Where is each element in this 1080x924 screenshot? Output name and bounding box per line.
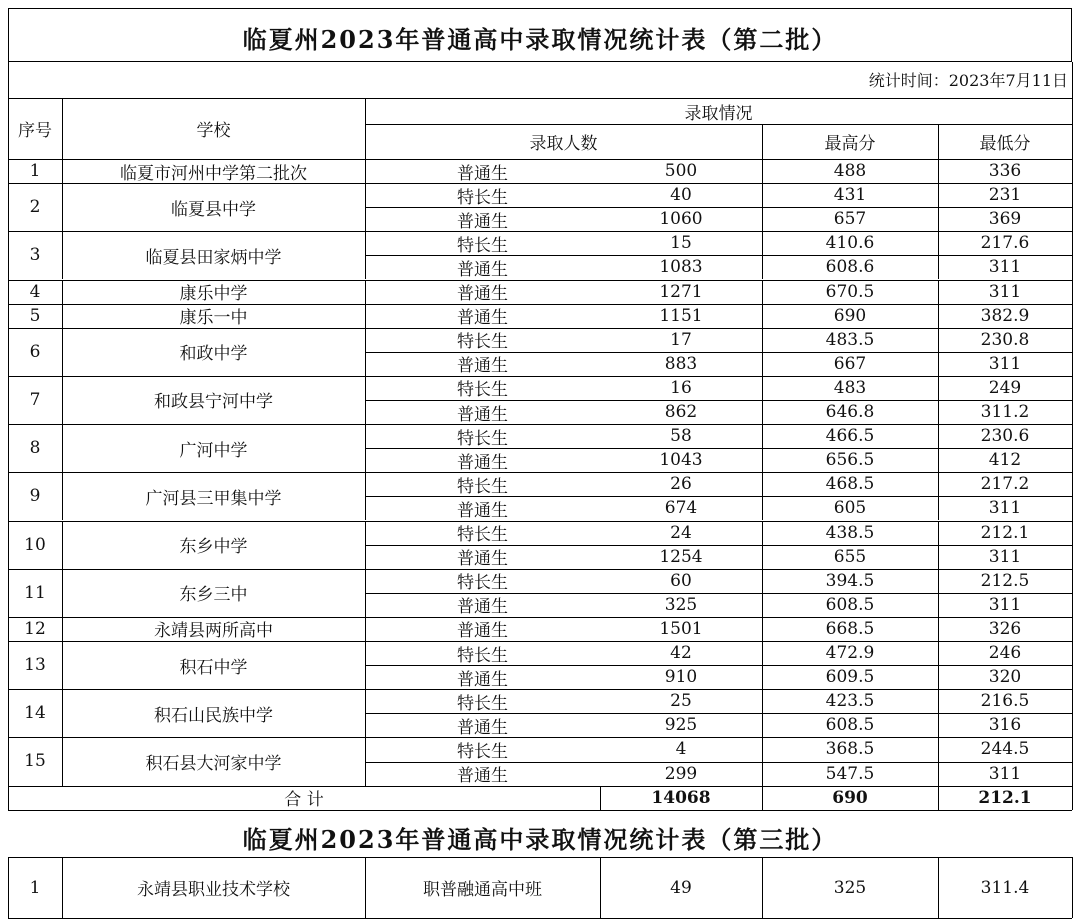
row-student-type: 普通生: [457, 308, 508, 329]
table-rule: [762, 617, 763, 641]
row-min-score: 311: [988, 763, 1022, 784]
row-student-type: 特长生: [457, 741, 508, 762]
row-min-score: 212.1: [980, 522, 1030, 543]
row-min-score: 311.2: [980, 402, 1030, 423]
table-rule: [365, 569, 366, 617]
table-rule: [938, 641, 939, 689]
row-count: 1083: [659, 257, 703, 278]
table-rule: [938, 124, 939, 159]
row-count: 40: [670, 185, 692, 206]
row-min-score: 216.5: [980, 691, 1030, 712]
row-min-score: 217.2: [980, 474, 1030, 495]
table-rule: [365, 424, 366, 472]
header-admission: 录取情况: [684, 103, 753, 124]
row-seq: 9: [29, 486, 41, 507]
table-rule: [365, 521, 366, 569]
batch3-student-type: 职普融通高中班: [423, 880, 542, 900]
table-rule: [62, 376, 63, 424]
table-rule: [762, 521, 763, 569]
table-rule: [365, 376, 366, 424]
row-count: 1254: [659, 546, 703, 567]
row-seq: 1: [29, 161, 41, 182]
table-rule: [938, 424, 939, 472]
row-count: 1043: [659, 450, 703, 471]
row-school: 和政县宁河中学: [154, 392, 273, 413]
batch3-count: 49: [670, 877, 692, 898]
table-rule: [365, 159, 366, 183]
row-student-type: 特长生: [457, 187, 508, 208]
row-max-score: 468.5: [825, 474, 875, 495]
table-rule: [62, 569, 63, 617]
header-min-score: 最低分: [979, 134, 1031, 154]
table-rule: [762, 472, 763, 520]
row-count: 15: [670, 233, 692, 254]
table-rule: [762, 328, 763, 376]
table-rule: [62, 183, 63, 231]
row-count: 17: [670, 329, 692, 350]
table-rule: [938, 617, 939, 641]
row-seq: 15: [24, 751, 46, 772]
total-count: 14068: [651, 787, 711, 808]
row-student-type: 普通生: [457, 669, 508, 690]
table-rule: [938, 737, 939, 785]
table-rule: [365, 231, 366, 279]
row-seq: 14: [24, 703, 46, 724]
row-max-score: 394.5: [825, 570, 875, 591]
row-min-score: 326: [988, 618, 1022, 639]
row-count: 60: [670, 570, 692, 591]
table-rule: [365, 183, 366, 231]
row-student-type: 特长生: [457, 476, 508, 497]
row-student-type: 特长生: [457, 525, 508, 546]
table-rule: [62, 641, 63, 689]
row-min-score: 230.8: [980, 329, 1030, 350]
header-max-score: 最高分: [824, 134, 876, 154]
total-min-score: 212.1: [978, 787, 1032, 808]
row-min-score: 230.6: [980, 426, 1030, 447]
row-count: 674: [664, 498, 698, 519]
row-count: 883: [664, 353, 698, 374]
row-student-type: 普通生: [457, 163, 508, 184]
row-max-score: 690: [833, 305, 867, 326]
table-rule: [762, 786, 763, 810]
table-rule: [62, 280, 63, 304]
row-count: 42: [670, 643, 692, 664]
table-rule: [62, 304, 63, 328]
table-rule: [762, 569, 763, 617]
row-min-score: 320: [988, 667, 1022, 688]
row-school: 积石县大河家中学: [145, 753, 282, 774]
row-seq: 12: [24, 618, 46, 639]
row-student-type: 特长生: [457, 332, 508, 353]
row-max-score: 423.5: [825, 691, 875, 712]
row-min-score: 316: [988, 715, 1022, 736]
row-seq: 13: [24, 655, 46, 676]
table-rule: [8, 918, 1072, 919]
row-count: 299: [664, 763, 698, 784]
table-rule: [762, 641, 763, 689]
sub-row-rule: [365, 400, 1072, 401]
row-school: 东乡三中: [179, 585, 248, 606]
table-rule: [938, 376, 939, 424]
row-count: 4: [675, 739, 687, 760]
row-min-score: 311: [988, 353, 1022, 374]
row-school: 临夏县中学: [171, 199, 256, 220]
batch3-title: 临夏州2023年普通高中录取情况统计表（第三批）: [242, 825, 838, 854]
table-rule: [365, 124, 1072, 125]
table-rule: [762, 231, 763, 279]
row-student-type: 特长生: [457, 645, 508, 666]
row-student-type: 普通生: [457, 284, 508, 305]
row-school: 广河中学: [179, 440, 248, 461]
row-school: 积石山民族中学: [154, 705, 273, 726]
table-rule: [762, 124, 763, 159]
row-seq: 5: [29, 305, 41, 326]
row-count: 24: [670, 522, 692, 543]
row-count: 25: [670, 691, 692, 712]
table-rule: [938, 159, 939, 183]
row-max-score: 670.5: [825, 281, 875, 302]
table-rule: [762, 424, 763, 472]
row-student-type: 特长生: [457, 428, 508, 449]
sub-row-rule: [365, 255, 1072, 256]
table-rule: [365, 617, 366, 641]
row-max-score: 472.9: [825, 643, 875, 664]
row-count: 58: [670, 426, 692, 447]
table-rule: [938, 231, 939, 279]
table-rule: [1072, 62, 1073, 810]
row-min-score: 336: [988, 161, 1022, 182]
table-rule: [762, 183, 763, 231]
row-student-type: 普通生: [457, 766, 508, 787]
row-school: 东乡中学: [179, 537, 248, 558]
table-rule: [938, 472, 939, 520]
table-rule: [600, 786, 601, 810]
row-max-score: 646.8: [825, 402, 875, 423]
row-student-type: 普通生: [457, 404, 508, 425]
row-student-type: 特长生: [457, 235, 508, 256]
row-max-score: 466.5: [825, 426, 875, 447]
sub-row-rule: [365, 593, 1072, 594]
table-rule: [365, 641, 366, 689]
row-min-score: 311: [988, 257, 1022, 278]
row-student-type: 普通生: [457, 259, 508, 280]
table-rule: [762, 737, 763, 785]
row-count: 16: [670, 377, 692, 398]
row-count: 500: [664, 161, 698, 182]
batch3-school: 永靖县职业技术学校: [137, 880, 290, 900]
table-rule: [938, 521, 939, 569]
row-student-type: 特长生: [457, 693, 508, 714]
row-student-type: 普通生: [457, 549, 508, 570]
row-school: 积石中学: [179, 657, 248, 678]
table-rule: [365, 737, 366, 785]
row-min-score: 311: [988, 546, 1022, 567]
row-student-type: 普通生: [457, 356, 508, 377]
table-rule: [62, 472, 63, 520]
row-min-score: 311: [988, 281, 1022, 302]
table-rule: [62, 98, 63, 159]
row-max-score: 657: [833, 209, 867, 230]
row-max-score: 608.6: [825, 257, 875, 278]
row-max-score: 668.5: [825, 618, 875, 639]
sub-row-rule: [365, 207, 1072, 208]
row-min-score: 217.6: [980, 233, 1030, 254]
batch3-seq: 1: [29, 877, 41, 898]
table-rule: [62, 159, 63, 183]
row-max-score: 605: [833, 498, 867, 519]
table-rule: [62, 328, 63, 376]
row-max-score: 483.5: [825, 329, 875, 350]
row-school: 临夏市河州中学第二批次: [120, 163, 307, 184]
row-seq: 6: [29, 341, 41, 362]
row-count: 925: [664, 715, 698, 736]
row-min-score: 244.5: [980, 739, 1030, 760]
row-max-score: 667: [833, 353, 867, 374]
row-max-score: 488: [833, 161, 867, 182]
table-rule: [62, 424, 63, 472]
row-seq: 7: [29, 389, 41, 410]
table-rule: [365, 98, 366, 159]
table-rule: [762, 304, 763, 328]
row-max-score: 547.5: [825, 763, 875, 784]
row-student-type: 普通生: [457, 597, 508, 618]
row-count: 26: [670, 474, 692, 495]
row-student-type: 普通生: [457, 452, 508, 473]
table-rule: [938, 183, 939, 231]
table-rule: [62, 617, 63, 641]
header-school: 学校: [196, 121, 231, 141]
table-rule: [1072, 857, 1073, 918]
table-rule: [762, 159, 763, 183]
row-count: 862: [664, 402, 698, 423]
row-school: 康乐中学: [179, 284, 248, 305]
row-max-score: 438.5: [825, 522, 875, 543]
batch3-max-score: 325: [833, 877, 867, 898]
table-rule: [762, 689, 763, 737]
sub-row-rule: [365, 713, 1072, 714]
total-max-score: 690: [832, 787, 868, 808]
table-rule: [365, 280, 366, 304]
row-student-type: 普通生: [457, 621, 508, 642]
row-school: 临夏县田家炳中学: [145, 247, 282, 268]
table-rule: [938, 569, 939, 617]
table-rule: [62, 737, 63, 785]
row-count: 1151: [659, 305, 703, 326]
table-rule: [62, 521, 63, 569]
row-max-score: 656.5: [825, 450, 875, 471]
table-rule: [938, 786, 939, 810]
header-count: 录取人数: [529, 134, 598, 154]
table-rule: [938, 328, 939, 376]
row-school: 和政中学: [179, 344, 248, 365]
row-min-score: 382.9: [980, 305, 1030, 326]
row-count: 325: [664, 594, 698, 615]
row-count: 1501: [659, 618, 703, 639]
row-max-score: 608.5: [825, 594, 875, 615]
row-min-score: 246: [988, 643, 1022, 664]
total-rule: [8, 810, 1072, 811]
row-seq: 10: [24, 534, 46, 555]
sub-row-rule: [365, 762, 1072, 763]
row-student-type: 普通生: [457, 211, 508, 232]
table-rule: [365, 328, 366, 376]
row-min-score: 369: [988, 209, 1022, 230]
row-school: 广河县三甲集中学: [145, 488, 282, 509]
row-student-type: 特长生: [457, 573, 508, 594]
row-seq: 4: [29, 281, 41, 302]
row-max-score: 609.5: [825, 667, 875, 688]
row-seq: 11: [24, 582, 46, 603]
sub-row-rule: [365, 665, 1072, 666]
row-seq: 3: [29, 245, 41, 266]
table-rule: [938, 280, 939, 304]
row-school: 永靖县两所高中: [154, 621, 273, 642]
row-max-score: 368.5: [825, 739, 875, 760]
header-seq: 序号: [18, 121, 52, 141]
row-student-type: 特长生: [457, 380, 508, 401]
sub-row-rule: [365, 545, 1072, 546]
page-title: 临夏州2023年普通高中录取情况统计表（第二批）: [242, 25, 838, 54]
row-max-score: 483: [833, 377, 867, 398]
table-rule: [62, 231, 63, 279]
row-min-score: 311: [988, 498, 1022, 519]
row-seq: 2: [29, 197, 41, 218]
row-max-score: 608.5: [825, 715, 875, 736]
row-count: 1271: [659, 281, 703, 302]
row-max-score: 431: [833, 185, 867, 206]
row-seq: 8: [29, 438, 41, 459]
table-rule: [762, 280, 763, 304]
sub-row-rule: [365, 352, 1072, 353]
row-min-score: 249: [988, 377, 1022, 398]
row-max-score: 655: [833, 546, 867, 567]
table-rule: [365, 472, 366, 520]
sub-row-rule: [365, 448, 1072, 449]
row-count: 910: [664, 667, 698, 688]
row-school: 康乐一中: [179, 308, 248, 329]
batch3-min-score: 311.4: [980, 877, 1030, 898]
table-rule: [938, 689, 939, 737]
row-student-type: 普通生: [457, 717, 508, 738]
table-rule: [938, 304, 939, 328]
table-rule: [762, 376, 763, 424]
row-max-score: 410.6: [825, 233, 875, 254]
sub-row-rule: [365, 496, 1072, 497]
table-rule: [62, 689, 63, 737]
row-min-score: 212.5: [980, 570, 1030, 591]
row-min-score: 311: [988, 594, 1022, 615]
table-rule: [365, 689, 366, 737]
total-label: 合 计: [284, 790, 324, 811]
table-rule: [365, 304, 366, 328]
row-student-type: 普通生: [457, 500, 508, 521]
row-min-score: 231: [988, 185, 1022, 206]
row-min-score: 412: [988, 450, 1022, 471]
row-count: 1060: [659, 209, 703, 230]
stat-time: 统计时间：2023年7月11日: [868, 71, 1068, 90]
